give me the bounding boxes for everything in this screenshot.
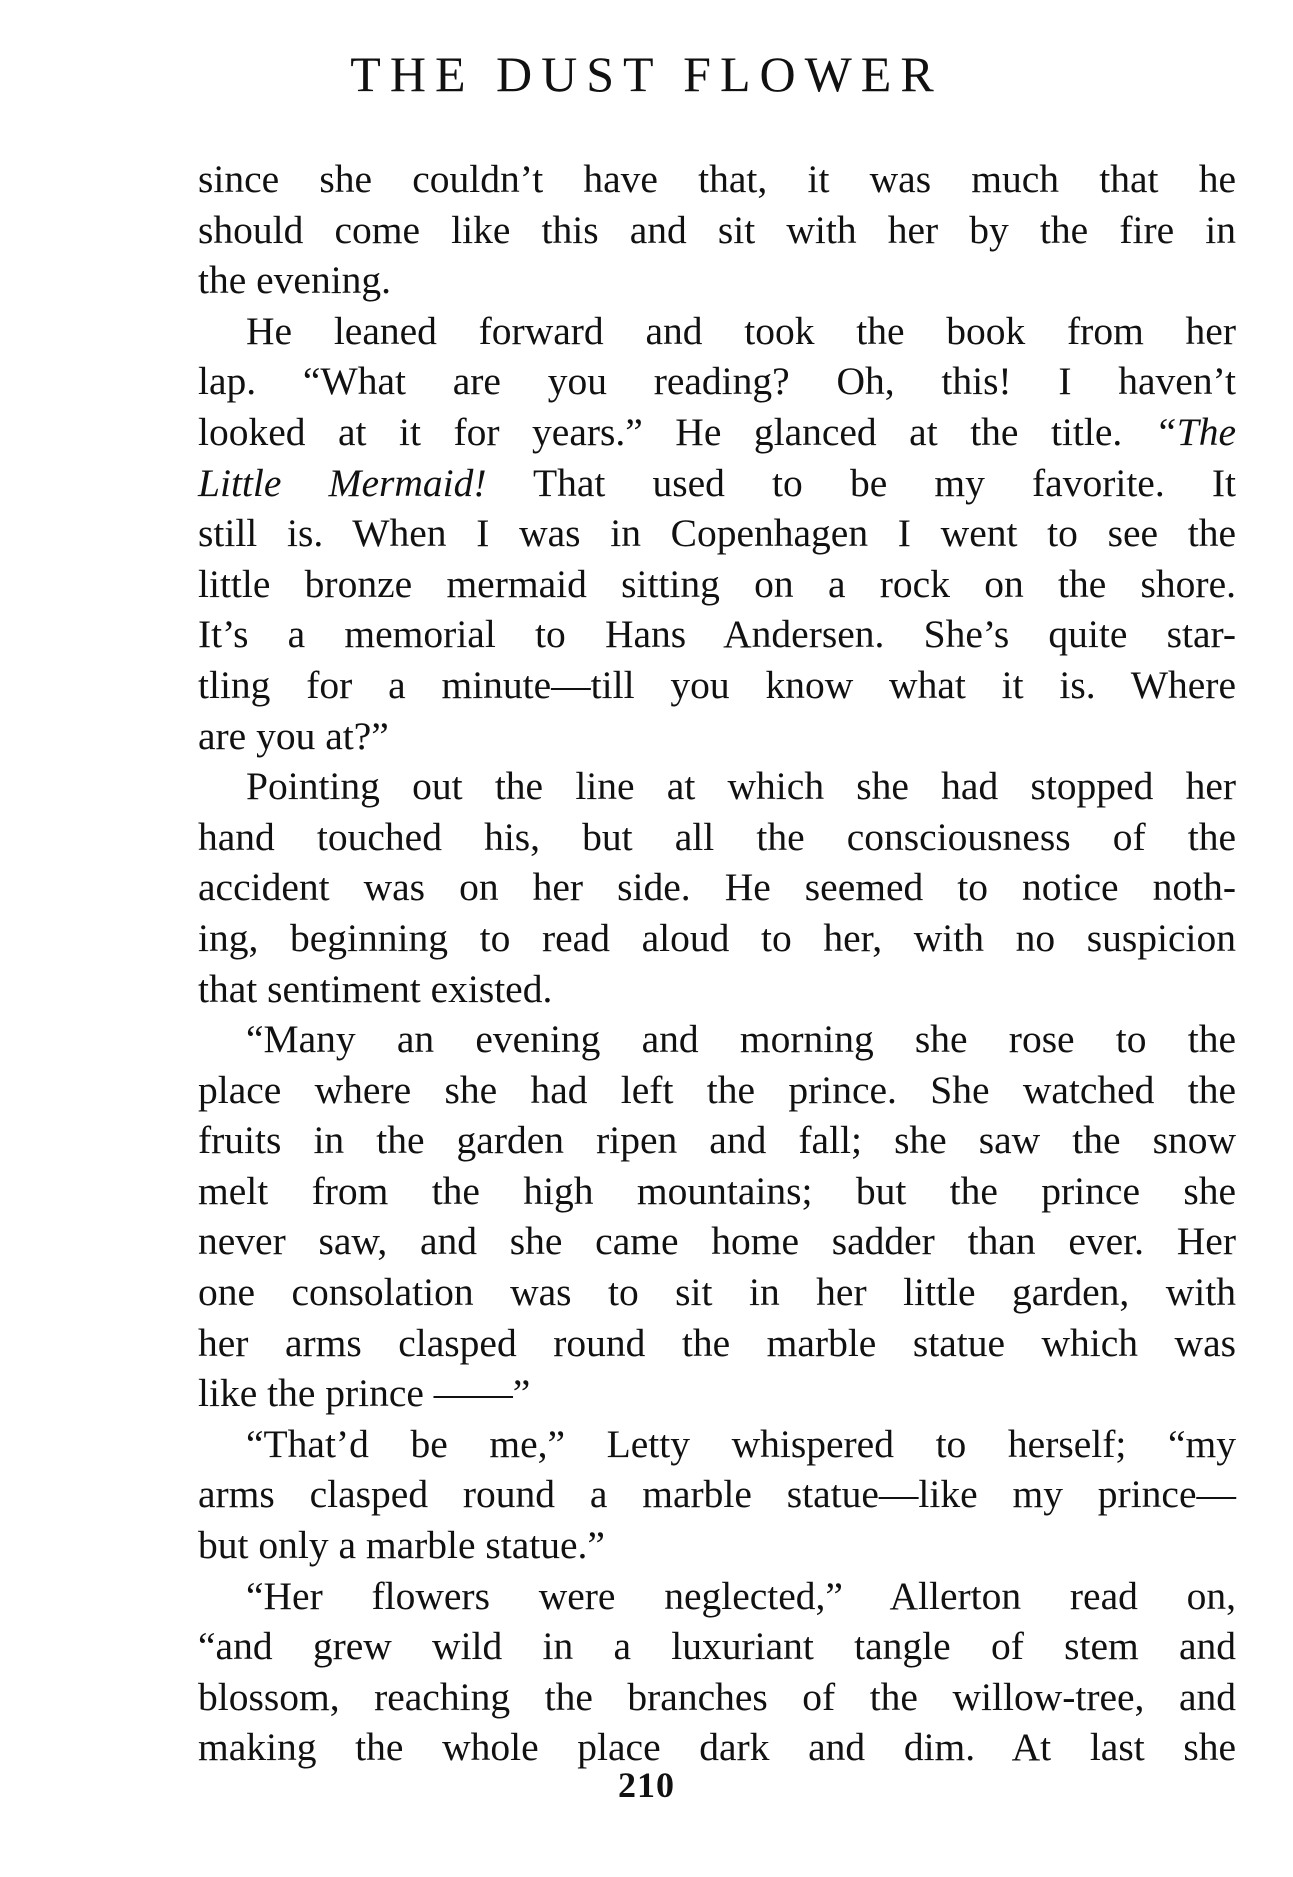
text-line: “Many an evening and morning she rose to the: [246, 1017, 1236, 1062]
text-line: since she couldn’t have that, it was much that he: [198, 157, 1236, 201]
text-line: looked at it for years.” He glanced at the title. “The: [198, 409, 1236, 454]
text-line: are you at?”: [198, 713, 389, 758]
text-line: “and grew wild in a luxuriant tangle of stem and: [198, 1624, 1236, 1669]
text-line: melt from the high mountains; but the prince she: [198, 1168, 1236, 1213]
paragraph: [198, 1571, 1236, 1773]
paragraph: [198, 306, 1236, 761]
paragraph: [198, 1419, 1236, 1571]
text-line: hand touched his, but all the consciousness of the: [198, 814, 1236, 859]
text-line: should come like this and sit with her by the fire in: [198, 207, 1236, 252]
text-line: accident was on her side. He seemed to notice noth-: [198, 865, 1236, 910]
paragraph: [198, 154, 1236, 306]
text-line: He leaned forward and took the book from her: [246, 308, 1236, 353]
text-line: her arms clasped round the marble statue which was: [198, 1320, 1236, 1365]
text-line: Pointing out the line at which she had stopped her: [246, 764, 1236, 809]
text-line: one consolation was to sit in her little garden, with: [198, 1270, 1236, 1315]
text-line: but only a marble statue.”: [198, 1523, 605, 1568]
text-line: lap. “What are you reading? Oh, this! I haven’t: [198, 359, 1236, 404]
text-line: ing, beginning to read aloud to her, with no suspicion: [198, 915, 1236, 960]
text-line: “That’d be me,” Letty whispered to herself; “my: [246, 1421, 1236, 1466]
text-line: like the prince ——”: [198, 1371, 531, 1416]
text-line: that sentiment existed.: [198, 966, 553, 1011]
text-line: still is. When I was in Copenhagen I went to see the: [198, 511, 1236, 556]
paragraph: [198, 1014, 1236, 1419]
text-line: making the whole place dark and dim. At last she: [198, 1725, 1236, 1770]
text-line: place where she had left the prince. She watched the: [198, 1067, 1236, 1112]
page-number: 210: [618, 1765, 675, 1805]
text-line: arms clasped round a marble statue—like my prince—: [198, 1472, 1236, 1517]
text-line: It’s a memorial to Hans Andersen. She’s quite star-: [198, 612, 1236, 657]
text-line: tling for a minute—till you know what it is. Where: [198, 662, 1236, 707]
text-line: fruits in the garden ripen and fall; she saw the snow: [198, 1118, 1236, 1163]
running-title: THE DUST FLOWER: [350, 46, 943, 102]
paragraph: [198, 761, 1236, 1014]
text-line: Little Mermaid! That used to be my favorite. It: [198, 460, 1236, 505]
body-text: [198, 154, 1236, 1773]
text-line: never saw, and she came home sadder than ever. Her: [198, 1219, 1236, 1264]
text-line: blossom, reaching the branches of the willow-tree, and: [198, 1674, 1236, 1719]
text-line: the evening.: [198, 258, 392, 303]
text-line: little bronze mermaid sitting on a rock on the shore.: [198, 561, 1236, 606]
text-line: “Her flowers were neglected,” Allerton read on,: [246, 1573, 1236, 1618]
